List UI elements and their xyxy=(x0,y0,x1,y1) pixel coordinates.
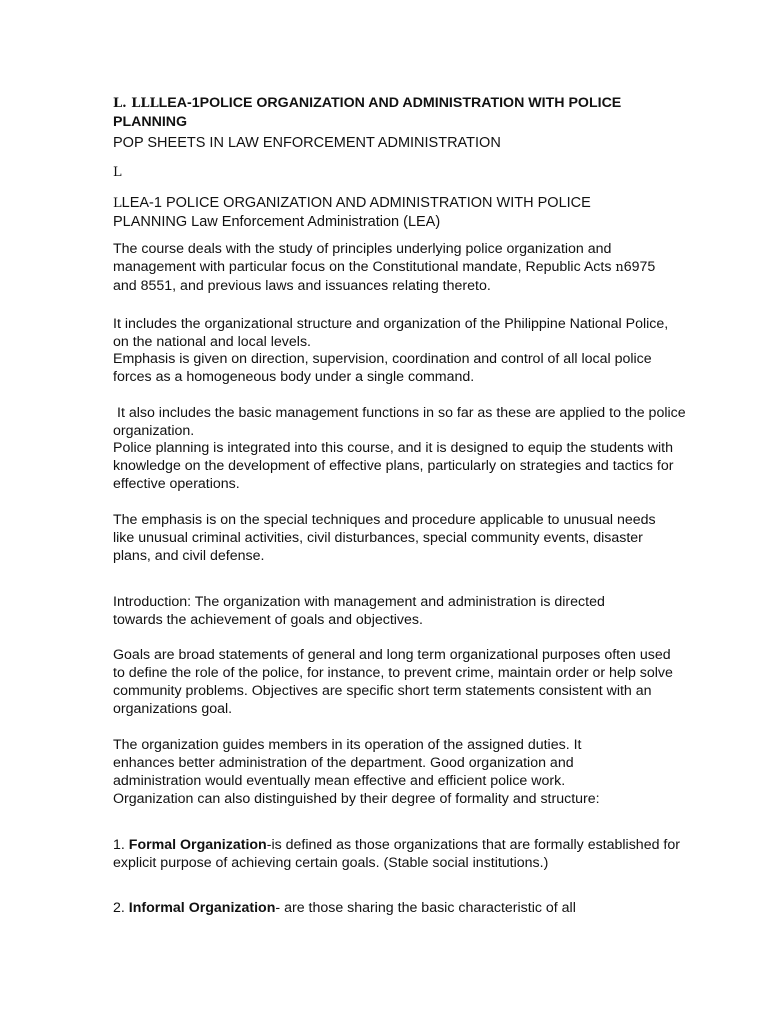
paragraph-special-techniques: The emphasis is on the special techniques and procedure applicable to unusual needs like unusual criminal activities, civil disturbances, special community events, disaster plans, and civil defense. xyxy=(113,512,656,564)
paragraph-organization: The organization guides members in its operation of the assigned duties. It enhances better administration of the department. Good organization and administration would eventually mean effective and efficient police work. xyxy=(113,737,582,789)
document-heading xyxy=(113,94,673,131)
paragraph-mark: n xyxy=(615,260,624,275)
paragraph-management: It also includes the basic management functions in so far as these are applied to the police organization. xyxy=(113,405,686,439)
course-title xyxy=(113,194,633,231)
term-informal-organization: Informal Organization xyxy=(128,900,276,916)
paragraph-course-description-b: 6975 and 8551, and previous laws and issuances relating thereto. xyxy=(113,259,656,294)
paragraph-course-description-a: The course deals with the study of principles underlying police organization and management with particular focus on the Constitutional mandate, Republic Acts xyxy=(113,241,612,275)
paragraph-emphasis: Emphasis is given on direction, supervision, coordination and control of all local police forces as a homogeneous body under a single command. xyxy=(113,351,652,385)
term-formal-organization: Formal Organization xyxy=(128,837,267,853)
definition-informal: - are those sharing the basic characteristic of all xyxy=(275,900,576,916)
course-title-prefix: L xyxy=(113,196,122,211)
paragraph-course-description xyxy=(113,240,658,295)
paragraph-planning: Police planning is integrated into this course, and it is designed to equip the students with knowledge on the development of effective plans, particularly on strategies and tactics for effective operations. xyxy=(113,440,674,492)
paragraph-formality: Organization can also distinguished by their degree of formality and structure: xyxy=(113,791,600,807)
course-title-text: LEA-1 POLICE ORGANIZATION AND ADMINISTRATION WITH POLICE PLANNING Law Enforcement Administration (LEA) xyxy=(113,195,591,230)
heading-title: LEA-1POLICE ORGANIZATION AND ADMINISTRATION WITH POLICE PLANNING xyxy=(113,95,622,130)
stray-mark: L xyxy=(113,165,122,180)
paragraph-structure: It includes the organizational structure and organization of the Philippine National Police, on the national and local levels. xyxy=(113,316,669,350)
list-number: 1. xyxy=(113,837,129,853)
heading-prefix: L. LLL xyxy=(113,96,159,111)
document-subheading: POP SHEETS IN LAW ENFORCEMENT ADMINISTRATION xyxy=(113,135,501,151)
definition-formal: -is defined as those organizations that are formally established for explicit purpose of achieving certain goals. (Stable social institutions.) xyxy=(113,837,680,871)
list-item-informal xyxy=(113,899,693,917)
paragraph-goals: Goals are broad statements of general and long term organizational purposes often used to define the role of the police, for instance, to prevent crime, maintain order or help solve community problems. Objectives are specific short term statements consistent with an organizations goal. xyxy=(113,647,673,717)
paragraph-introduction: Introduction: The organization with management and administration is directed towards the achievement of goals and objectives. xyxy=(113,594,605,628)
list-number: 2. xyxy=(113,900,129,916)
list-item-formal xyxy=(113,836,693,872)
